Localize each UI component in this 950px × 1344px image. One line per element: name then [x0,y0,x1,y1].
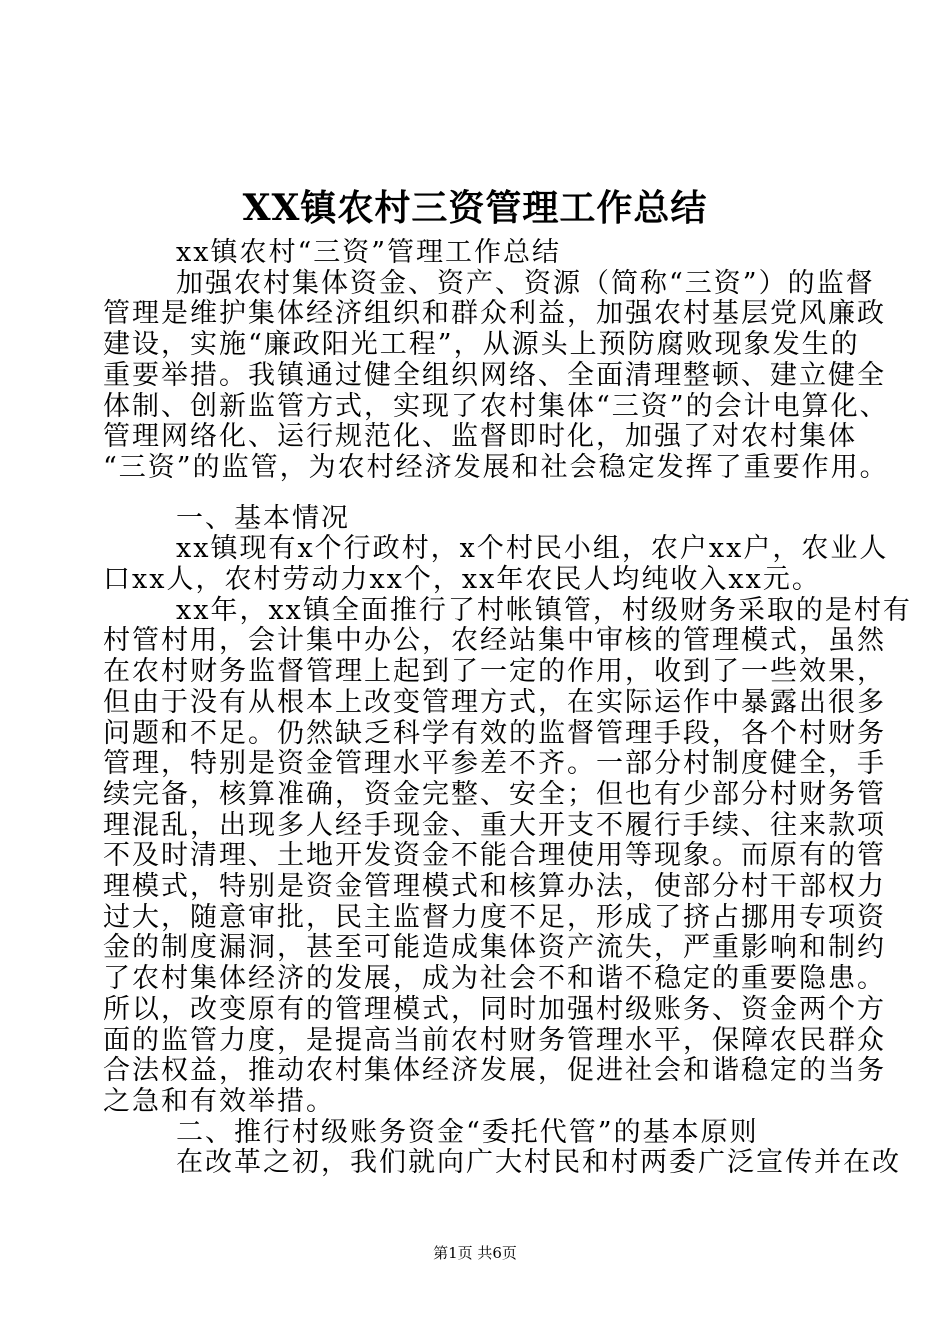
text-line: 续完备，核算准确，资金完整、安全；但也有少部分村财务管 [103,778,886,810]
text-line: 但由于没有从根本上改变管理方式，在实际运作中暴露出很多 [103,686,886,718]
text-line: 问题和不足。仍然缺乏科学有效的监督管理手段，各个村财务 [103,717,886,749]
text-line: 口xx人，农村劳动力xx个，xx年农民人均纯收入xx元。 [103,564,821,595]
document-title: XX镇农村三资管理工作总结 [242,187,708,229]
text-line: 建设，实施“廉政阳光工程”，从源头上预防腐败现象发生的 [103,329,860,361]
text-line: 村管村用，会计集中办公，农经站集中审核的管理模式，虽然 [103,625,886,657]
text-line: xx镇现有x个行政村，x个村民小组，农户xx户，农业人 [176,533,889,565]
text-line: 不及时清理、土地开发资金不能合理使用等现象。而原有的管 [103,840,886,872]
text-line: 加强农村集体资金、资产、资源（简称“三资”）的监督 [176,267,875,299]
text-line: 理混乱，出现多人经手现金、重大开支不履行手续、往来款项 [103,809,886,841]
text-line: xx年，xx镇全面推行了村帐镇管，村级财务采取的是村有 [176,594,912,626]
text-line: “三资”的监管，为农村经济发展和社会稳定发挥了重要作用。 [103,451,889,483]
section-heading: 二、推行村级账务资金“委托代管”的基本原则 [176,1116,759,1148]
text-line: 在农村财务监督管理上起到了一定的作用，收到了一些效果， [103,656,886,688]
text-line: 管理是维护集体经济组织和群众利益，加强农村基层党风廉政 [103,298,886,330]
text-line: 管理，特别是资金管理水平参差不齐。一部分村制度健全，手 [103,748,886,780]
text-line: 重要举措。我镇通过健全组织网络、全面清理整顿、建立健全 [103,359,886,391]
text-line: 了农村集体经济的发展，成为社会不和谐不稳定的重要隐患。 [103,963,886,995]
text-line: 体制、创新监管方式，实现了农村集体“三资”的会计电算化、 [103,390,889,422]
text-line: 所以，改变原有的管理模式，同时加强村级账务、资金两个方 [103,993,886,1025]
text-line: 面的监管力度，是提高当前农村财务管理水平，保障农民群众 [103,1024,886,1056]
text-line: 理模式，特别是资金管理模式和核算办法，使部分村干部权力 [103,871,886,902]
text-line: 过大，随意审批，民主监督力度不足，形成了挤占挪用专项资 [103,901,886,933]
text-line: 金的制度漏洞，甚至可能造成集体资产流失，严重影响和制约 [103,932,886,964]
text-line: 在改革之初，我们就向广大村民和村两委广泛宣传并在改 [176,1147,901,1179]
text-line: 合法权益，推动农村集体经济发展，促进社会和谐稳定的当务 [103,1055,886,1087]
text-line: 管理网络化、运行规范化、监督即时化，加强了对农村集体 [103,421,857,453]
section-heading: 一、基本情况 [176,502,350,534]
page-footer: 第1页 共6页 [433,1244,517,1262]
subtitle: xx镇农村“三资”管理工作总结 [176,237,562,268]
text-line: 之急和有效举措。 [103,1085,335,1117]
